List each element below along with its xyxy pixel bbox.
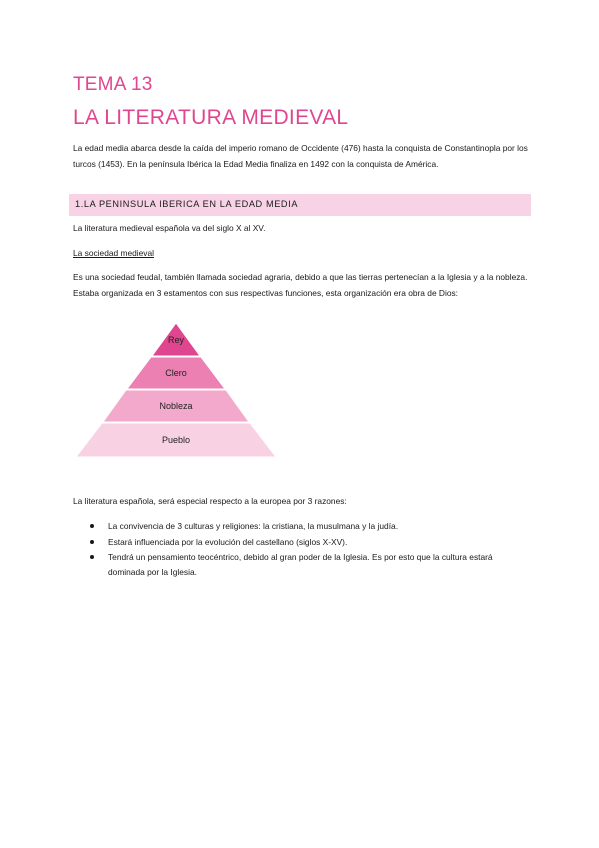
list-item-text: Estará influenciada por la evolución del castellano (siglos X-XV). — [108, 536, 348, 547]
page-title: LA LITERATURA MEDIEVAL — [73, 106, 349, 129]
paragraph-literature-period: La literatura medieval española va del siglo X al XV. — [73, 223, 266, 233]
list-item — [86, 519, 516, 534]
list-item-text: La convivencia de 3 culturas y religiones: la cristiana, la musulmana y la judía. — [108, 521, 399, 531]
paragraph-feudal-society: Es una sociedad feudal, también llamada sociedad agraria, debido a que las tierras pertenecían a la Iglesia y a la nobleza. Estaba organizada en 3 estamentos con sus respectivas funciones, esta organización era obra de Dios: — [73, 272, 528, 298]
pyramid-label-nobleza: Nobleza — [159, 401, 193, 411]
section-heading-bar — [69, 194, 531, 216]
subheading-medieval-society: La sociedad medieval — [73, 248, 155, 258]
list-item — [86, 550, 516, 579]
intro-paragraph: La edad media abarca desde la caída del imperio romano de Occidente (476) hasta la conquista de Constantinopla por los turcos (1453). En la península Ibérica la Edad Media finaliza en 1492 con la conquista de América. — [73, 143, 528, 169]
topic-number: TEMA 13 — [73, 74, 153, 95]
bullet-icon — [90, 524, 94, 528]
estates-pyramid — [74, 323, 278, 457]
section-heading: 1.LA PENINSULA IBERICA EN LA EDAD MEDIA — [75, 199, 299, 209]
pyramid-label-clero: Clero — [165, 368, 187, 378]
paragraph-three-reasons: La literatura española, será especial respecto a la europea por 3 razones: — [73, 496, 347, 506]
pyramid-label-pueblo: Pueblo — [161, 435, 191, 445]
bullet-icon — [90, 540, 94, 544]
pyramid-label-rey: Rey — [167, 335, 185, 345]
bullet-icon — [90, 555, 94, 559]
list-item — [86, 535, 516, 550]
reasons-list — [86, 519, 516, 580]
list-item-text: Tendrá un pensamiento teocéntrico, debido al gran poder de la Iglesia. Es por esto que la cultura estará dominada por la Iglesia. — [108, 552, 493, 577]
